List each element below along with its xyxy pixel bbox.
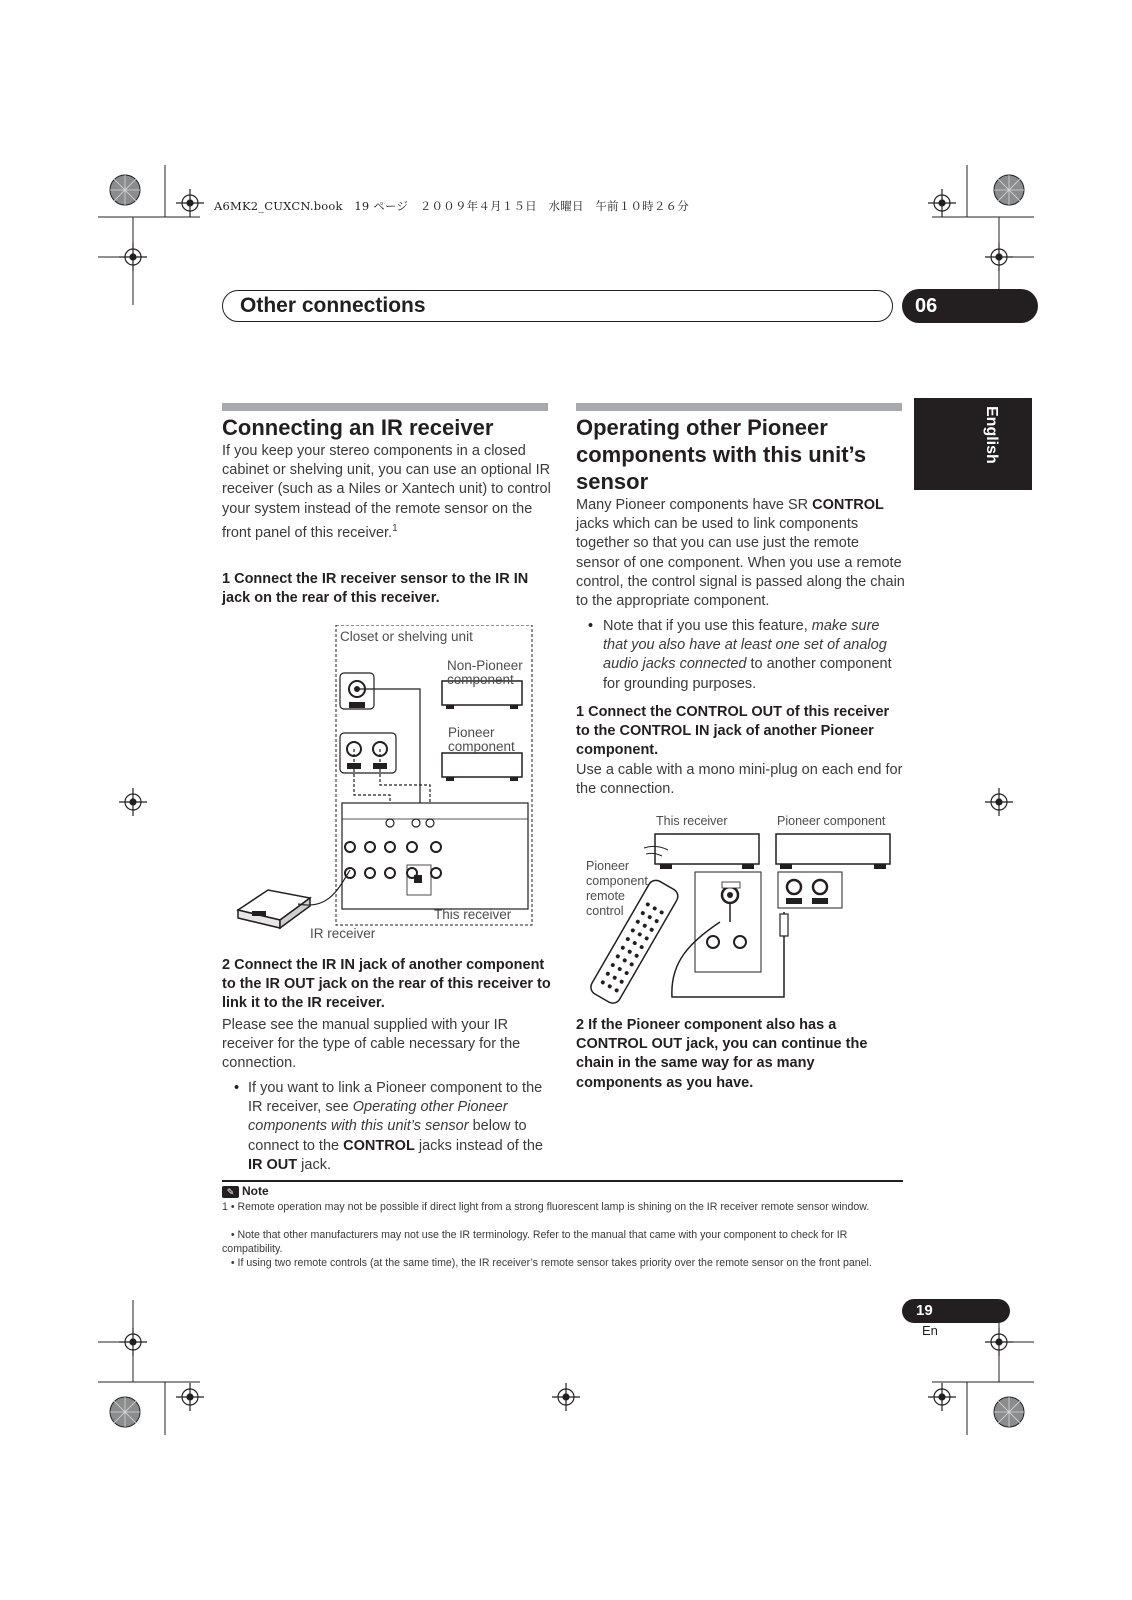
note-line-2: • Note that other manufacturers may not use the IR terminology. Refer to the manual that came with your component to check for IR compatibility.	[222, 1229, 851, 1255]
right-bullet-text-1: Note that if you use this feature,	[603, 618, 812, 634]
left-step2: 2 Connect the IR IN jack of another component to the IR OUT jack on the rear of this receiver to link it to the IR receiver.	[222, 957, 551, 1012]
right-step1: 1 Connect the CONTROL OUT of this receiver to the CONTROL IN jack of another Pioneer component.	[576, 704, 890, 759]
page-number: 19	[916, 1302, 933, 1319]
right-intro-bold: CONTROL	[812, 497, 884, 513]
right-step1-body: Use a cable with a mono mini-plug on each end for the connection.	[576, 762, 903, 798]
left-intro-text: If you keep your stereo components in a closed cabinet or shelving unit, you can use an optional IR receiver (such as a Niles or Xantech unit) to control your system instead of the remote sensor on the front panel of this receiver.	[222, 443, 551, 541]
remote-label-3: remote	[586, 889, 625, 903]
control-diagram-svg	[580, 812, 900, 1012]
left-step1: 1 Connect the IR receiver sensor to the IR IN jack on the rear of this receiver.	[222, 571, 529, 607]
section-rule-right	[576, 403, 902, 411]
note-line-3: • If using two remote controls (at the same time), the IR receiver’s remote sensor takes priority over the remote sensor on the front panel.	[222, 1257, 872, 1269]
left-bullet-text-3: jacks instead of the	[414, 1137, 543, 1154]
language-tab-label: English	[983, 406, 1000, 464]
this-receiver-label-right: This receiver	[656, 814, 728, 828]
remote-label-4: control	[586, 904, 624, 918]
right-step2: 2 If the Pioneer component also has a CONTROL OUT jack, you can continue the chain in the same way for as many components as you have.	[576, 1017, 868, 1091]
print-header: A6MK2_CUXCN.book 19 ページ ２００９年４月１５日 水曜日 午前１０時２６分	[214, 199, 689, 213]
right-intro	[576, 496, 906, 611]
note-rule	[222, 1180, 903, 1182]
footnote-ref: 1	[392, 522, 398, 534]
left-step2-body: Please see the manual supplied with your IR receiver for the type of cable necessary for the connection.	[222, 1017, 521, 1072]
control-chain-diagram	[580, 812, 900, 1012]
chapter-number: 06	[915, 295, 938, 317]
this-receiver-label: This receiver	[434, 907, 512, 922]
note-label: Note	[242, 1184, 269, 1198]
section-rule-left	[222, 403, 548, 411]
right-bullet	[603, 617, 903, 694]
note-icon: ✎	[222, 1186, 239, 1198]
closet-label: Closet or shelving unit	[340, 629, 473, 644]
ir-receiver-diagram	[230, 625, 540, 950]
left-bullet-text-4: jack.	[297, 1156, 331, 1173]
right-heading: Operating other Pioneer components with this unit’s sensor	[576, 415, 867, 494]
pioneer-component-label: Pioneer component	[777, 814, 886, 828]
left-bullet-dot: •	[234, 1080, 240, 1096]
ir-receiver-label: IR receiver	[310, 926, 376, 941]
pioneer-label-1: Pioneer	[448, 725, 495, 740]
left-bullet-italic: Operating other Pioneer components with this unit’s sensor	[248, 1099, 508, 1135]
note-line-1: 1 • Remote operation may not be possible if direct light from a strong fluorescent lamp is shining on the IR receiver remote sensor window.	[222, 1201, 870, 1213]
right-intro-text-1: Many Pioneer components have SR	[576, 497, 813, 513]
left-heading: Connecting an IR receiver	[222, 415, 494, 440]
right-intro-text-2: jacks which can be used to link components together so that you can use just the remote sensor of one component. When you use a remote control, the control signal is passed along the chain to the appropriate component.	[576, 516, 905, 610]
left-bullet-bold-1: CONTROL	[343, 1137, 415, 1154]
left-bullet-bold-2: IR OUT	[248, 1156, 298, 1173]
left-intro	[222, 442, 554, 543]
right-bullet-text-2: to another component for grounding purposes.	[603, 656, 892, 692]
page-language: En	[922, 1323, 938, 1338]
left-bullet-text-1: If you want to link a Pioneer component to the IR receiver, see	[248, 1080, 543, 1116]
chapter-title: Other connections	[240, 294, 426, 317]
remote-label-2: component	[586, 874, 648, 888]
pioneer-label-2: component	[448, 739, 515, 754]
left-bullet	[248, 1079, 550, 1175]
non-pioneer-label-2: component	[447, 672, 514, 687]
right-bullet-dot: •	[588, 618, 594, 634]
right-bullet-italic: make sure that you also have at least one set of analog audio jacks connected	[603, 618, 887, 673]
left-bullet-text-2: below to connect to the	[248, 1118, 527, 1154]
remote-label-1: Pioneer	[586, 859, 630, 873]
non-pioneer-label-1: Non-Pioneer	[447, 658, 523, 673]
